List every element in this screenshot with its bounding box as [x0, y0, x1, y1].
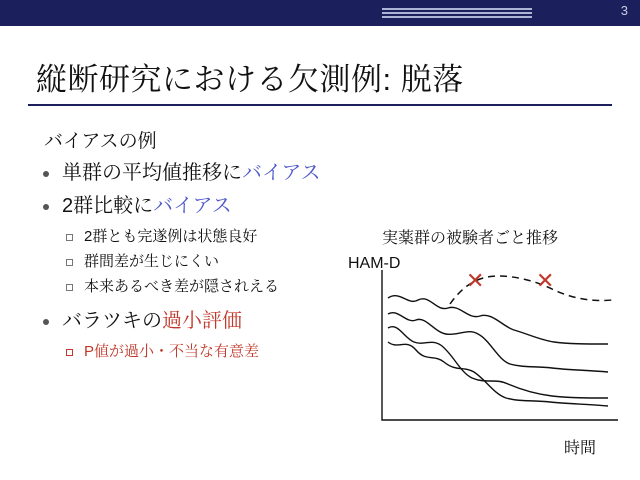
list-item-text: P値が過小・不当な有意差 — [84, 343, 260, 360]
top-banner — [0, 0, 640, 26]
list-item-text: バラツキの — [62, 310, 162, 332]
slide-number: 3 — [620, 3, 628, 18]
list-item — [36, 308, 386, 334]
dropout-trajectory-chart — [368, 268, 628, 433]
list-item-text: 群間差が生じにくい — [84, 253, 220, 270]
list-item-accent: バイアス — [153, 195, 232, 217]
chart-x-axis-label: 時間 — [564, 440, 597, 457]
list-item-text: 2群比較に — [62, 195, 154, 217]
list-item-heading: バイアスの例 — [44, 131, 157, 152]
bullet-list — [36, 130, 386, 366]
list-item — [36, 226, 386, 248]
banner-stripes-decoration — [382, 8, 532, 20]
list-item-text: 単群の平均値推移に — [62, 162, 242, 184]
dropout-marker-icon: ✕ — [536, 268, 555, 293]
list-item — [36, 251, 386, 273]
list-item-text: 本来あるべき差が隠されえる — [84, 278, 280, 295]
chart-caption: 実薬群の被験者ごと推移 — [382, 230, 559, 247]
list-item-text: 2群とも完遂例は状態良好 — [84, 228, 258, 245]
list-item — [36, 341, 386, 363]
page-title: 縦断研究における欠測例: 脱落 — [36, 62, 464, 97]
list-item — [36, 193, 386, 219]
list-item-accent: バイアス — [242, 162, 321, 184]
list-item — [36, 276, 386, 298]
list-item-accent: 過小評価 — [162, 310, 242, 332]
list-item — [36, 160, 386, 186]
chart-y-axis-label: HAM-D — [348, 255, 401, 272]
title-underline — [28, 104, 612, 106]
dropout-marker-icon: ✕ — [466, 268, 485, 293]
